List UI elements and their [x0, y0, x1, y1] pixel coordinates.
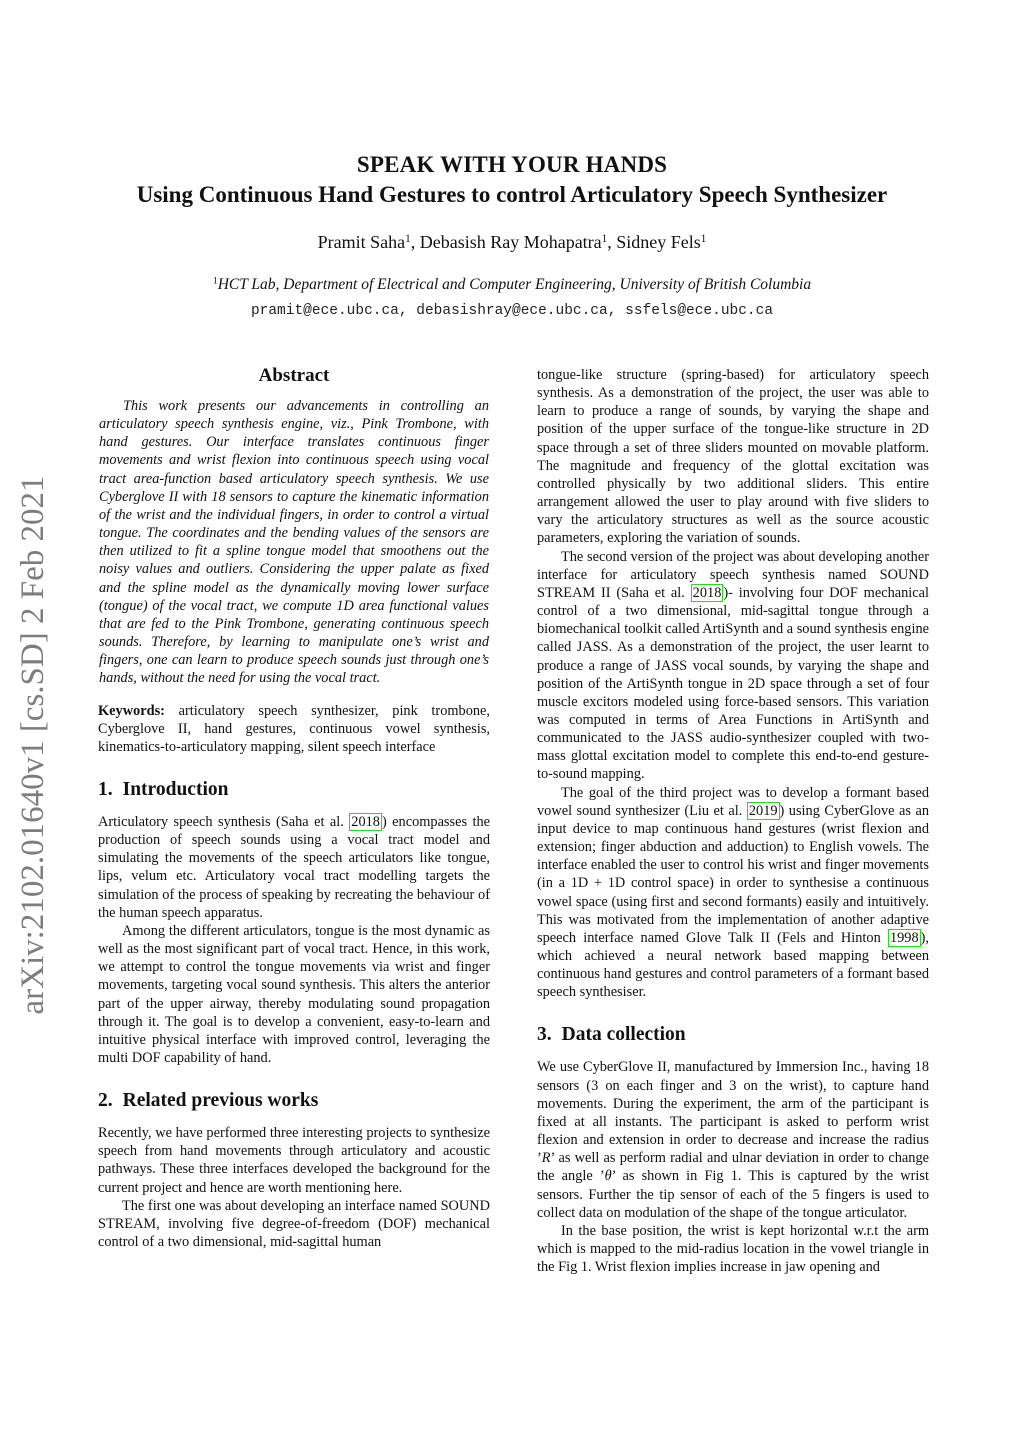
author-name: Debasish Ray Mohapatra: [419, 232, 602, 252]
paragraph-text: ’ as shown in Fig 1. This is captured by the wrist sensors. Further the tip sensor of each of the 5 fingers is used to collect data on modulation of the shape of the tongue articulator.: [537, 1168, 929, 1221]
paragraph-text: Articulatory speech synthesis (Saha et al.: [98, 813, 350, 830]
section-title: Data collection: [561, 1024, 686, 1046]
affiliation-mark: 1: [601, 232, 608, 245]
author-list: [60, 230, 964, 254]
paragraph: tongue-like structure (spring-based) for articulatory speech synthesis. As a demonstration of the project, the user was able to learn to produce a range of sounds, by varying the shape and position of the upper surface of the tongue-like structure in 2D space through a set of three sliders mounted on movable platform. The magnitude and frequency of the glottal excitation was controlled physically by two additional sliders. This entire arrangement allowed the user to play around with five sliders to vary the articulatory structures as well as the source acoustic parameters, exploring the variation of sounds.: [537, 367, 929, 547]
paragraph-text: We use CyberGlove II, manufactured by Immersion Inc., having 18 sensors (3 on each finger and 3 on the wrist), to capture hand movements. During the experiment, the arm of the participant is fixed at all instants. The participant is asked to perform wrist flexion and extension in order to decrease and increase the radius ’: [537, 1059, 929, 1167]
paragraph: Recently, we have performed three interesting projects to synthesize speech from hand movements through articulatory and acoustic pathways. These three interfaces developed the background for the current project and hence are worth mentioning here.: [98, 1125, 490, 1196]
section-title: Introduction: [122, 778, 229, 800]
paragraph: The first one was about developing an interface named SOUND STREAM, involving five degree-of-freedom (DOF) mechanical control of a two dimensional, mid-sagittal human: [98, 1197, 490, 1251]
keywords-label: Keywords:: [98, 702, 165, 719]
math-symbol: R: [541, 1150, 551, 1167]
paper-subtitle: Using Continuous Hand Gestures to control Articulatory Speech Synthesizer: [136, 182, 888, 207]
paragraph: [537, 548, 929, 784]
section-number: 3.: [537, 1024, 552, 1046]
paragraph-text: The second version of the project was about developing another interface for articulatory speech synthesis named SOUND STREAM II (Saha et al.: [537, 548, 929, 601]
paragraph: [537, 784, 929, 1002]
section-heading-related-works: [98, 1089, 490, 1113]
section-heading-introduction: [98, 778, 490, 802]
paragraph-text: ), which achieved a neural network based mapping between continuous hand gestures and control parameters of a formant based speech synthesiser.: [537, 929, 929, 1001]
abstract-heading: Abstract: [258, 365, 330, 386]
paragraph-text: ) using CyberGlove as an input device to map continuous hand gestures (wrist flexion and extension; finger abduction and adduction) to English vowels. The interface enabled the user to control his wrist and finger movements (in a 1D + 1D control space) in order to synthesise a continuous vowel space (using first and second formants) easily and intuitively. This was motivated from the implementation of another adaptive speech interface named Glove Talk II (Fels and Hinton: [537, 802, 929, 946]
abstract-text: This work presents our advancements in controlling an articulatory speech synthesis engine, viz., Pink Trombone, with hand gestures. Our interface translates continuous finger movements and wrist flexion into continuous speech using vocal tract area-function based articulatory speech synthesis. We use Cyberglove II with 18 sensors to capture the kinematic information of the wrist and the individual fingers, in order to control a virtual tongue. The coordinates and the bending values of the sensors are then utilized to fit a spline tongue model that smoothens out the noisy values and outliers. Considering the upper palate as fixed and the spline model as the dynamically moving lower surface (tongue) of the vocal tract, we compute 1D area functional values that are fed to the Pink Trombone, generating continuous speech sounds. Therefore, by learning to manipulate one’s wrist and fingers, one can learn to produce speech sounds just through one’s hands, without the need for using the vocal tract.: [99, 398, 489, 687]
right-column: [537, 366, 929, 1276]
affiliation-mark: 1: [405, 232, 411, 245]
author-separator: ,: [607, 232, 617, 252]
keywords: [98, 702, 490, 756]
section-number: 2.: [98, 1090, 113, 1112]
affiliation-mark: 1: [700, 232, 707, 245]
paragraph-text: ’ as well as perform radial and ulnar deviation in order to change the angle ’: [537, 1150, 929, 1185]
keywords-text: articulatory speech synthesizer, pink trombone, Cyberglove II, hand gestures, continuous vowel synthesis, kinematics-to-articulatory mapping, silent speech interface: [98, 702, 490, 755]
paragraph-text: The goal of the third project was to develop a formant based vowel sound synthesizer (Liu et al.: [537, 784, 929, 819]
author-emails: pramit@ece.ubc.ca, debasishray@ece.ubc.ca, ssfels@ece.ubc.ca: [250, 303, 774, 319]
citation-link[interactable]: 1998: [889, 929, 919, 946]
author-name: Pramit Saha: [317, 232, 406, 252]
paragraph-text: )- involving four DOF mechanical control of a two dimensional, mid-sagittal tongue through a biomechanical toolkit called ArtiSynth and a sound synthesis engine called JASS. As a demonstration of the project, the user learnt to produce a range of JASS vocal sounds, by varying the shape and position of the ArtiSynth tongue in 2D space through a set of four muscle excitors modeled using force-based sensors. This variation was computed in terms of Area Functions in ArtiSynth and communicated to the JASS audio-synthesizer coupled with two-mass glottal excitation model to complete this end-to-end gesture-to-sound mapping.: [537, 584, 929, 783]
citation-link[interactable]: 2019: [748, 802, 778, 819]
header-block: [60, 150, 964, 321]
paragraph: In the base position, the wrist is kept horizontal w.r.t the arm which is mapped to the mid-radius location in the vowel triangle in the Fig 1. Wrist flexion implies increase in jaw opening and: [537, 1222, 929, 1276]
author-separator: ,: [410, 232, 420, 252]
citation-link[interactable]: 2018: [351, 813, 380, 830]
citation-link[interactable]: 2018: [692, 584, 722, 601]
paragraph: [98, 813, 490, 922]
section-title: Related previous works: [122, 1090, 319, 1112]
affiliation-text: HCT Lab, Department of Electrical and Computer Engineering, University of British Columbia: [217, 276, 812, 293]
paragraph: Among the different articulators, tongue is the most dynamic as well as the most significant part of vocal tract. Hence, in this work, we attempt to control the tongue movements via wrist and finger movements, targeting vocal sound synthesis. This alters the anterior part of the upper airway, thereby modulating sound propagation through it. The goal is to develop a convenient, easy-to-learn and intuitive physical interface with improved control, leveraging the multi DOF capability of hand.: [98, 922, 490, 1066]
affiliation-mark: 1: [212, 275, 218, 287]
author-name: Sidney Fels: [616, 232, 701, 252]
affiliation: [60, 274, 964, 295]
arxiv-identifier: arXiv:2102.01640v1 [cs.SD] 2 Feb 2021: [15, 475, 51, 1015]
math-symbol: θ: [604, 1168, 612, 1185]
paper-title: SPEAK WITH YOUR HANDS: [356, 152, 668, 177]
paragraph-text: ) encompasses the production of speech sounds using a vocal tract model and simulating the movements of the speech articulators like tongue, lips, velum etc. Articulatory vocal tract modelling targets the simulation of the process of speaking by recreating the behaviour of the human speech apparatus.: [98, 813, 490, 921]
left-column: [98, 366, 490, 1251]
section-heading-data-collection: [537, 1023, 929, 1047]
section-number: 1.: [98, 778, 113, 800]
paragraph: [537, 1058, 929, 1221]
